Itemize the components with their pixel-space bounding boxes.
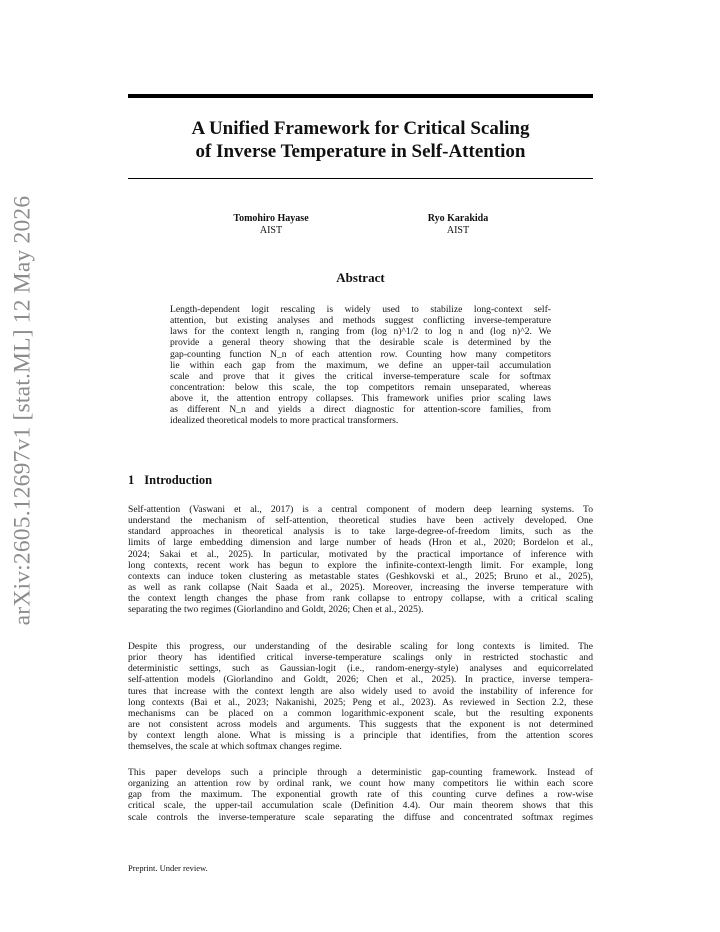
paragraph-line: gap from the maximum. The exponential growth rate of this counting curve defines a row-wise: [128, 789, 593, 801]
abstract-line: gap-counting function N_n of each attention row. Counting how many competitors: [170, 348, 551, 360]
paragraph-line: tures that increase with the context length are also widely used to avoid the instability of inference for: [128, 685, 593, 697]
abstract-line: provide a general theory showing that the desirable scale is determined by the: [170, 337, 551, 349]
title-line-1: A Unified Framework for Critical Scaling: [191, 118, 530, 139]
abstract-body: [170, 304, 551, 427]
paragraph-line: contexts can induce token clustering as metastable states (Geshkovski et al., 2025; Bruno et al., 2025),: [128, 570, 593, 582]
author-name: Ryo Karakida: [427, 213, 489, 224]
paragraph-line: self-attention models (Giorlandino and Goldt, 2026; Chen et al., 2025). In practice, inverse tempera-: [128, 674, 593, 686]
page-footer: Preprint. Under review.: [128, 863, 208, 873]
abstract-line: lie within each gap from the maximum, we define an upper-tail accumulation: [170, 359, 551, 371]
title-bottom-rule: [128, 178, 593, 179]
intro-paragraph-3: [128, 767, 593, 823]
intro-paragraph-1: [128, 504, 593, 615]
title-top-rule: [128, 94, 593, 98]
author-name: Tomohiro Hayase: [233, 213, 309, 224]
paragraph-line: limits of large embedding dimension and large number of heads (Hron et al., 2020; Bordelon et al.,: [128, 537, 593, 549]
paragraph-line: standard approaches in theoretical analysis is to take large-degree-of-freedom limits, such as the: [128, 526, 593, 538]
title-line-2: of Inverse Temperature in Self-Attention: [195, 141, 526, 162]
abstract-line: Length-dependent logit rescaling is widely used to stabilize long-context self-: [170, 304, 551, 315]
abstract-line: scale and prove that it gives the critical inverse-temperature scale for softmax: [170, 370, 551, 382]
abstract-line: idealized theoretical models to more practical transformers.: [170, 415, 399, 427]
section-number: 1: [128, 473, 135, 487]
paragraph-line: the context length changes the phase from rank collapse to entropy collapse, with a critical scaling: [128, 593, 593, 605]
paper-title: [128, 117, 593, 163]
paragraph-line: deterministic settings, such as Gaussian-logit (i.e., random-energy-style) analyses and equicorrelated: [128, 663, 593, 675]
paragraph-line: themselves, the scale at which softmax changes regime.: [128, 741, 342, 753]
author-affiliation: AIST: [259, 225, 283, 236]
abstract-heading: Abstract: [336, 270, 385, 285]
abstract-line: attention, but existing analyses and methods suggest conflicting inverse-temperature: [170, 315, 551, 327]
author-affiliation: AIST: [446, 225, 470, 236]
paragraph-line: Self-attention (Vaswani et al., 2017) is a central component of modern deep learning systems. To: [128, 504, 593, 515]
paragraph-line: critical scale, the upper-tail accumulation scale (Definition 4.4). Our main theorem shows that this: [128, 800, 593, 812]
intro-paragraph-2: [128, 641, 593, 752]
paragraph-line: long contexts, recent work has begun to explore the infinite-context-length limit. For example, long: [128, 559, 593, 571]
paragraph-line: by context length alone. What is missing is a principle that identifies, from the attention scores: [128, 730, 593, 742]
paragraph-line: mechanisms can be placed on a common logarithmic-exponent scale, but the resulting exponents: [128, 707, 593, 719]
author-block: [191, 213, 351, 237]
paragraph-line: prior theory has identified critical inverse-temperature scalings only in restricted stochastic and: [128, 652, 593, 664]
author-block: [378, 213, 538, 237]
paragraph-line: separating the two regimes (Giorlandino and Goldt, 2026; Chen et al., 2025).: [128, 604, 424, 616]
arxiv-identifier-stamp: [5, 150, 41, 670]
abstract-line: above it, the attention entropy collapses. This framework unifies prior scaling laws: [170, 393, 551, 405]
paragraph-line: understand the mechanism of self-attention, theoretical studies have been actively developed. One: [128, 515, 593, 527]
abstract-line: concentration: below this scale, the top competitors remain unseparated, whereas: [170, 381, 551, 393]
arxiv-identifier-text: arXiv:2605.12697v1 [stat.ML] 12 May 2026: [9, 195, 36, 625]
section-heading: [128, 473, 212, 488]
paragraph-line: Despite this progress, our understanding of the desirable scaling for long contexts is limited. The: [128, 641, 593, 652]
paragraph-line: as well as rank collapse (Nait Saada et al., 2025). Moreover, increasing the inverse temperature with: [128, 581, 593, 593]
paragraph-line: This paper develops such a principle through a deterministic gap-counting framework. Instead of: [128, 767, 593, 778]
paragraph-line: are not consistent across models and arguments. This suggests that the exponent is not determined: [128, 718, 593, 730]
paragraph-line: 2024; Sakai et al., 2025). In particular, motivated by the practical importance of inference with: [128, 548, 593, 560]
paragraph-line: organizing an attention row by ordinal rank, we count how many competitors lie within each score: [128, 778, 593, 790]
section-title: Introduction: [144, 473, 213, 487]
abstract-line: laws for the context length n, ranging from (log n)^1/2 to log n and (log n)^2. We: [170, 326, 551, 338]
abstract-line: as different N_n and yields a direct diagnostic for attention-score families, from: [170, 404, 551, 416]
paragraph-line: scale controls the inverse-temperature scale separating the diffuse and concentrated softmax regimes: [128, 811, 593, 823]
paragraph-line: long contexts (Bai et al., 2023; Nakanishi, 2025; Peng et al., 2023). As reviewed in Section 2.2, these: [128, 696, 593, 708]
